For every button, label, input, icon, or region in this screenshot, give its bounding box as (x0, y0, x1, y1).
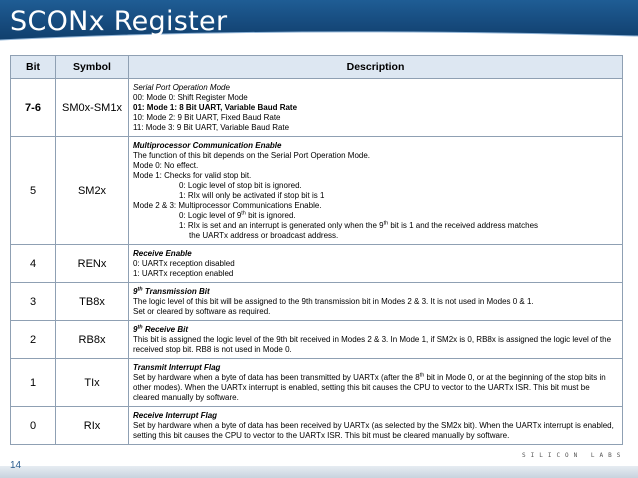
description-title: Receive Enable (133, 249, 192, 258)
text-fragment: 9 (133, 325, 138, 334)
description-line: 01: Mode 1: 8 Bit UART, Variable Baud Rate (133, 103, 298, 112)
description-line: Set by hardware when a byte of data has been received by UARTx (as selected by the SM2x bit). When the UARTx interrupt is enabled, setting this bit causes the CPU to vector to the UARTx ISR. This bit must be cleared manually by software. (133, 421, 614, 440)
description-line: 10: Mode 2: 9 Bit UART, Fixed Baud Rate (133, 113, 281, 122)
bit-cell: 5 (11, 137, 56, 245)
text-fragment: 9 (133, 287, 138, 296)
register-table (10, 55, 623, 445)
description-cell (129, 407, 623, 445)
symbol-cell: SM0x-SM1x (56, 79, 129, 137)
symbol-cell: RENx (56, 245, 129, 283)
table-row (11, 137, 623, 245)
table-row (11, 79, 623, 137)
description-title: Serial Port Operation Mode (133, 83, 230, 92)
text-fragment: bit is ignored. (245, 211, 296, 220)
symbol-cell: RB8x (56, 321, 129, 359)
description-line: 1: UARTx reception enabled (133, 269, 234, 278)
description-line: The logic level of this bit will be assigned to the 9th transmission bit in Modes 2 & 3. It is not used in Modes 0 & 1. (133, 297, 534, 306)
description-cell (129, 137, 623, 245)
description-title (133, 287, 618, 297)
superscript: th (241, 210, 246, 217)
bit-cell: 4 (11, 245, 56, 283)
bit-cell: 7-6 (11, 79, 56, 137)
footer-band (0, 466, 638, 478)
bit-cell: 2 (11, 321, 56, 359)
header-description: Description (129, 56, 623, 79)
text-fragment: bit in Mode 0, or at the beginning of the stop bits in other modes). When the UARTx interrupt is enabled, setting this bit causes the CPU to vector to the UARTx ISR. This bit must be cleared manually by software. (133, 373, 606, 402)
description-title (133, 325, 618, 335)
table-row (11, 321, 623, 359)
table-row (11, 359, 623, 407)
description-title: Multiprocessor Communication Enable (133, 141, 282, 150)
brand-logo-text: SILICON LABS (522, 452, 626, 459)
description-line: Mode 0: No effect. (133, 161, 199, 170)
text-fragment: 1: RIx is set and an interrupt is generated only when the 9 (179, 221, 384, 230)
text-fragment: bit is 1 and the received address matches (388, 221, 539, 230)
description-title: Receive Interrupt Flag (133, 411, 218, 420)
superscript: th (137, 324, 143, 331)
bit-cell: 1 (11, 359, 56, 407)
description-cell (129, 79, 623, 137)
description-line: 11: Mode 3: 9 Bit UART, Variable Baud Rate (133, 123, 290, 132)
table-header-row (11, 56, 623, 79)
bit-cell: 3 (11, 283, 56, 321)
text-fragment: 0: Logic level of 9 (179, 211, 242, 220)
symbol-cell: SM2x (56, 137, 129, 245)
description-cell (129, 321, 623, 359)
header-symbol: Symbol (56, 56, 129, 79)
description-line (133, 221, 618, 231)
table-row (11, 283, 623, 321)
superscript: th (383, 220, 389, 227)
description-line (133, 211, 618, 221)
description-line (133, 373, 618, 403)
header-bit: Bit (11, 56, 56, 79)
description-line: Mode 2 & 3: Multiprocessor Communications Enable. (133, 201, 322, 210)
text-fragment: Set by hardware when a byte of data has been transmitted by UARTx (after the 8 (133, 373, 420, 382)
slide-header (0, 0, 638, 44)
superscript: th (137, 286, 143, 293)
description-cell (129, 359, 623, 407)
description-title: Transmit Interrupt Flag (133, 363, 221, 372)
table-row (11, 407, 623, 445)
symbol-cell: TB8x (56, 283, 129, 321)
description-line: 0: UARTx reception disabled (133, 259, 235, 268)
page-number: 14 (10, 460, 22, 471)
superscript: th (419, 372, 425, 379)
description-cell (129, 283, 623, 321)
text-fragment: Receive Bit (142, 325, 189, 334)
description-line: 0: Logic level of stop bit is ignored. (179, 181, 302, 190)
description-line: 1: RIx will only be activated if stop bit is 1 (179, 191, 325, 200)
description-line: the UARTx address or broadcast address. (189, 231, 339, 240)
bit-cell: 0 (11, 407, 56, 445)
table-row (11, 245, 623, 283)
description-line: The function of this bit depends on the Serial Port Operation Mode. (133, 151, 371, 160)
description-line: 00: Mode 0: Shift Register Mode (133, 93, 248, 102)
text-fragment: Transmission Bit (142, 287, 210, 296)
slide-title: SCONx Register (10, 6, 228, 37)
description-line: Set or cleared by software as required. (133, 307, 271, 316)
description-line: Mode 1: Checks for valid stop bit. (133, 171, 252, 180)
symbol-cell: RIx (56, 407, 129, 445)
description-cell (129, 245, 623, 283)
symbol-cell: TIx (56, 359, 129, 407)
description-line: This bit is assigned the logic level of the 9th bit received in Modes 2 & 3. In Mode 1, if SM2x is 0, RB8x is assigned the logic level of the received stop bit. RB8 is not used in Mode 0. (133, 335, 612, 354)
